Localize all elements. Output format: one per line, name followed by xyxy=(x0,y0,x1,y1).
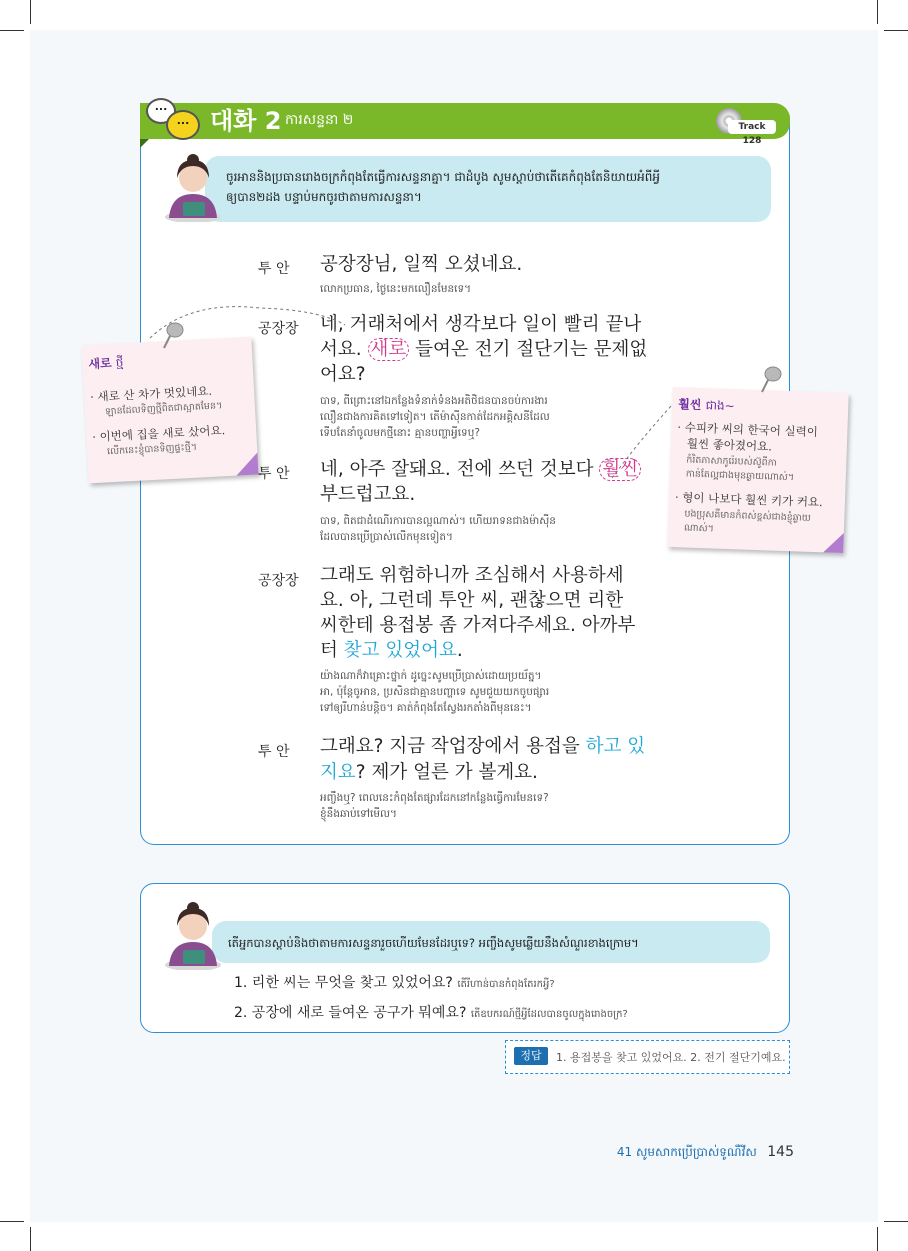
highlight-grammar: 찾고 있었어요 xyxy=(343,640,457,661)
dialogue-khmer-line: បាទ, ពិតជាដំណើរការបានល្អណាស់។ ហើយរាទនជាងម៉ាស៊ីន xyxy=(320,515,556,527)
dialogue-korean-line: 요. 아, 그런데 투안 씨, 괜찮으면 리한 xyxy=(320,590,624,611)
dialogue-khmer-line: លោកប្រធាន, ថ្ងៃនេះមកលឿនមែនទេ។ xyxy=(320,283,472,295)
dialogue-khmer-line: ដែលបានប្រើប្រាស់លើកមុនទៀត។ xyxy=(320,531,453,543)
dialogue-khmer-line: លឿនជាងការគិតទៅទៀត។ តើម៉ាស៊ីនកាត់ដែកអគ្គិសនីដែល xyxy=(320,411,550,423)
section-title: 대화 2 xyxy=(210,107,282,135)
dialogue-korean-line: 씨한테 용접봉 좀 가져다주세요. 아까부 xyxy=(320,615,636,636)
dialogue-khmer-line: បាទ, ពីព្រោះនៅឯកន្លែងទំនាក់ទំនងអតិថិជនបានចប់ការងារ xyxy=(320,395,548,407)
note-fold xyxy=(235,452,258,475)
dialogue-khmer-line: អញ្ចឹងឬ? ពេលនេះកំពុងតែផ្សារដែកនៅកន្លែងធ្វើការមែនទេ? xyxy=(320,792,549,804)
note-title-korean: 훨씬 xyxy=(678,397,702,412)
speaker-label: 공장장 xyxy=(258,573,299,589)
note-example-khmer: កំរិតភាសាកូរ៉េរបស់ស៊ូពីកា xyxy=(686,454,777,469)
note-example-korean: · 형이 나보다 훨씬 키가 커요. xyxy=(674,490,823,510)
note-example-korean: · 이번에 집을 새로 샀어요. xyxy=(91,423,226,445)
speaker-label: 투 안 xyxy=(258,466,290,482)
note-example-khmer: បងប្រុសគឺមានកំពស់ខ្ពស់ជាងខ្ញុំឆ្ងាយ xyxy=(684,508,811,524)
answer-box xyxy=(505,1040,790,1074)
speaker-label: 투 안 xyxy=(258,744,290,760)
note-title-khmer: ជាង~ xyxy=(705,398,735,414)
vocab-note-hwolssin xyxy=(667,387,848,553)
pushpin-icon xyxy=(760,364,782,394)
dialogue-khmer-line: ទើបតែនាំចូលមកថ្មីនោះ គ្មានបញ្ហាអ្វីទេឬ? xyxy=(320,427,480,439)
speech-bubble-icon: ... xyxy=(146,98,176,124)
speech-bubble-icon: ... xyxy=(166,110,200,140)
footer-section-title: 41 សូមសាកប្រើប្រាស់ទូណឺវីស xyxy=(616,1145,757,1159)
question-korean: 1. 리한 씨는 무엇을 찾고 있었어요? xyxy=(234,975,453,991)
highlight-grammar: 하고 있 xyxy=(585,736,646,757)
speaker-label: 투 안 xyxy=(258,261,290,277)
korean-fragment: 들여온 전기 절단기는 문제없 xyxy=(409,339,648,360)
note-example-khmer: ឡានដែលទិញថ្មីពិតជាស្អាតមែន។ xyxy=(104,400,223,418)
teacher-avatar xyxy=(163,900,223,970)
korean-fragment: 그래요? 지금 작업장에서 용접을 xyxy=(320,736,586,757)
note-title xyxy=(678,395,735,416)
note-example-korean: 훨씬 좋아졌어요. xyxy=(686,436,773,454)
page-footer xyxy=(617,1144,794,1162)
question-khmer: តើឧបករណ៍ថ្មីអ្វីដែលបានចូលក្នុងរោងចក្រ? xyxy=(470,1009,628,1020)
korean-fragment: . xyxy=(456,640,463,661)
vocab-note-saero xyxy=(82,337,259,484)
note-example-korean: · 새로 산 차가 멋있네요. xyxy=(89,383,213,405)
note-example-khmer: ណាស់។ xyxy=(683,522,715,535)
note-fold xyxy=(823,532,844,553)
instruction-line-1: ចូរអាននិងប្រធានរោងចក្រកំពុងតែធ្វើការសន្ទនាគ្នា។ ជាដំបូង សូមស្ដាប់ថាតើគេកំពុងតែនិយាយអំពីអ្វី xyxy=(226,170,661,184)
pushpin-icon xyxy=(162,320,184,350)
answer-label: 정답 xyxy=(514,1047,548,1065)
note-example-korean: · 수피카 씨의 한국어 실력이 xyxy=(677,420,819,440)
dialogue-korean-line: 그래도 위험하니까 조심해서 사용하세 xyxy=(320,565,624,586)
highlight-grammar: 지요 xyxy=(320,762,356,783)
note-example-khmer: កាន់តែល្អជាងមុនឆ្ងាយណាស់។ xyxy=(685,468,795,484)
instruction-line-2: ឲ្យបាន២ដង បន្ទាប់មកចូរថាតាមការសន្ទនា។ xyxy=(226,190,422,204)
highlight-word-hwolssin[interactable]: 훨씬 xyxy=(599,458,641,481)
speaker-label: 공장장 xyxy=(258,321,299,337)
korean-fragment: ? 제가 얼른 가 볼게요. xyxy=(355,762,538,783)
quiz-question-1 xyxy=(234,972,555,992)
question-korean: 2. 공장에 새로 들여온 공구가 뭐예요? xyxy=(234,1005,467,1021)
note-title-korean: 새로 xyxy=(88,355,113,372)
answer-text: 1. 용접봉을 찾고 있었어요. 2. 전기 절단기예요. xyxy=(556,1051,786,1064)
dialogue-khmer-line: ខ្ញុំនឹងឆាប់ទៅមើល។ xyxy=(320,808,397,820)
dialogue-korean-line: 어요? xyxy=(320,364,366,385)
dialogue-korean-line: 네, 거래처에서 생각보다 일이 빨리 끝나 xyxy=(320,314,642,335)
korean-fragment: 네, 아주 잘돼요. 전에 쓰던 것보다 xyxy=(320,459,600,480)
korean-fragment: 서요. xyxy=(320,339,368,360)
dialogue-korean-line: 공장장님, 일찍 오셨네요. xyxy=(320,254,523,275)
highlight-word-saero[interactable]: 새로 xyxy=(368,338,410,361)
korean-fragment: 터 xyxy=(320,640,344,661)
note-example-khmer: លើកនេះខ្ញុំបានទិញផ្ទះថ្មី។ xyxy=(106,441,198,458)
dialogue-korean-line: 부드럽고요. xyxy=(320,484,416,505)
page-number: 145 xyxy=(767,1144,794,1160)
dialogue-khmer-line: យ៉ាងណាក៏វាគ្រោះថ្នាក់ ដូច្នេះសូមប្រើប្រាស់ដោយប្រយ័ត្ន។ xyxy=(320,670,542,682)
track-label[interactable]: Track 128 xyxy=(728,120,776,134)
dialogue-khmer-line: ទៅឲ្យរីហាន់បន្តិច។ គាត់កំពុងតែស្វែងរកតាំងពីមុននេះ។ xyxy=(320,702,532,714)
note-title xyxy=(88,353,124,374)
quiz-instruction: តើអ្នកបានស្ដាប់និងថាតាមការសន្ទនារួចហើយមែនដែរឬទេ? អញ្ចឹងសូមឆ្លើយនឹងសំណួរខាងក្រោម។ xyxy=(228,936,639,950)
note-title-khmer: ថ្មី xyxy=(115,355,124,370)
section-title-khmer: ការសន្ទនា ២ xyxy=(285,112,354,128)
question-khmer: តើរីហាន់បានកំពុងតែរកអ្វី? xyxy=(457,979,555,990)
dialogue-khmer-line: អា, ប៉ុន្តែចូអាន, ប្រសិនជាគ្មានបញ្ហាទេ សូមជួយយកចូបផ្សារ xyxy=(320,686,550,698)
quiz-question-2 xyxy=(234,1002,628,1022)
